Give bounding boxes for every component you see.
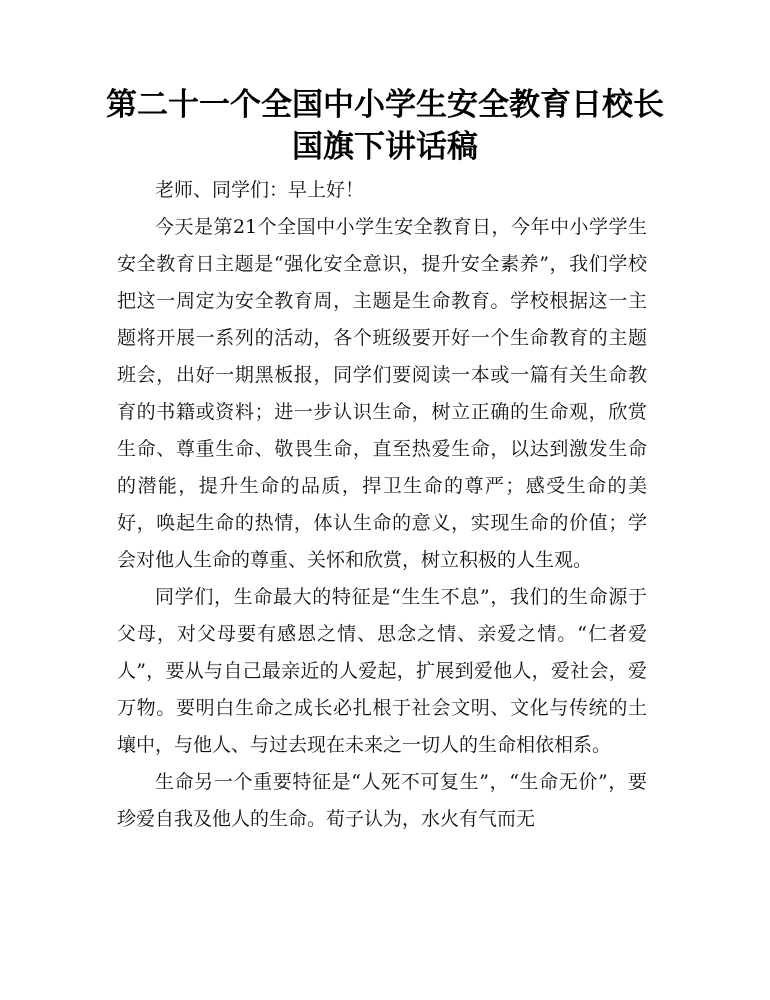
paragraph-greeting: 老师、同学们：早上好！	[155, 179, 365, 201]
document-body	[117, 172, 647, 838]
document-title: 第二十一个全国中小学生安全教育日校长国旗下讲话稿	[106, 87, 664, 165]
paragraph-life-continuity: 同学们，生命最大的特征是“生生不息”，我们的生命源于父母，对父母要有感恩之情、思念之情、亲爱之情。“仁者爱人”，要从与自己最亲近的人爱起，扩展到爱他人，爱社会，爱万物。要明白生命之成长必扎根于社会文明、文化与传统的土壤中，与他人、与过去现在未来之一切人的生命相依相系。	[117, 586, 647, 756]
paragraph-theme: 今天是第21个全国中小学生安全教育日，今年中小学学生安全教育日主题是“强化安全意识，提升安全素养”，我们学校把这一周定为安全教育周，主题是生命教育。学校根据这一主题将开展一系列的活动，各个班级要开好一个生命教育的主题班会，出好一期黑板报，同学们要阅读一本或一篇有关生命教育的书籍或资料；进一步认识生命，树立正确的生命观，欣赏生命、尊重生命、敬畏生命，直至热爱生命，以达到激发生命的潜能，提升生命的品质，捍卫生命的尊严；感受生命的美好，唤起生命的热情，体认生命的意义，实现生命的价值；学会对他人生命的尊重、关怀和欣赏，树立积极的人生观。	[117, 216, 647, 571]
paragraph-life-value: 生命另一个重要特征是“人死不可复生”，“生命无价”，要珍爱自我及他人的生命。荀子认为，水火有气而无	[117, 771, 647, 830]
